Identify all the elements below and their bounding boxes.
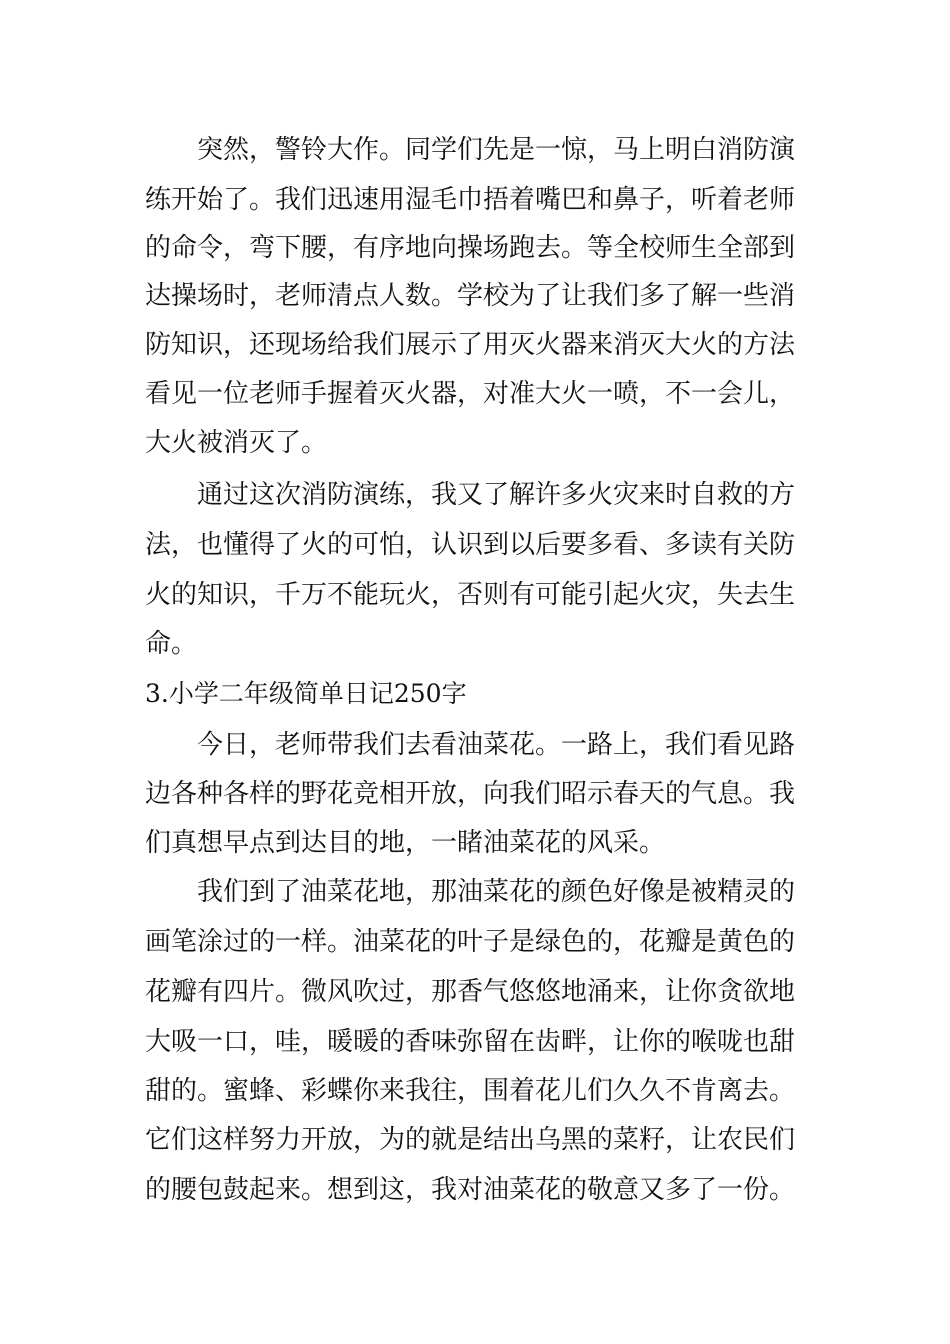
paragraph-2-line-2: 法，也懂得了火的可怕，认识到以后要多看、多读有关防 <box>145 530 796 560</box>
paragraph-1-line-7: 大火被消灭了。 <box>145 428 328 458</box>
paragraph-4-line-5: 甜的。蜜蜂、彩蝶你来我往，围着花儿们久久不肯离去。 <box>145 1076 796 1106</box>
paragraph-1-line-5: 防知识，还现场给我们展示了用灭火器来消灭大火的方法 <box>145 330 796 360</box>
section-heading: 3.小学二年级简单日记250字 <box>145 679 467 708</box>
paragraph-2-line-3: 火的知识，千万不能玩火，否则有可能引起火灾，失去生 <box>145 580 796 610</box>
paragraph-1-line-1: 突然，警铃大作。同学们先是一惊，马上明白消防演 <box>197 135 796 165</box>
paragraph-2-line-4: 命。 <box>145 629 198 659</box>
paragraph-4-line-6: 它们这样努力开放，为的就是结出乌黑的菜籽，让农民们 <box>145 1125 796 1155</box>
paragraph-2-line-1: 通过这次消防演练，我又了解许多火灾来时自救的方 <box>197 480 796 510</box>
paragraph-3-line-1: 今日，老师带我们去看油菜花。一路上，我们看见路 <box>197 730 796 760</box>
paragraph-1-line-3: 的命令，弯下腰，有序地向操场跑去。等全校师生全部到 <box>145 233 796 263</box>
paragraph-3-line-2: 边各种各样的野花竞相开放，向我们昭示春天的气息。我 <box>145 779 796 809</box>
paragraph-4-line-1: 我们到了油菜花地，那油菜花的颜色好像是被精灵的 <box>197 877 796 907</box>
paragraph-3-line-3: 们真想早点到达目的地，一睹油菜花的风采。 <box>145 828 666 858</box>
paragraph-4-line-2: 画笔涂过的一样。油菜花的叶子是绿色的，花瓣是黄色的 <box>145 927 796 957</box>
paragraph-4-line-3: 花瓣有四片。微风吹过，那香气悠悠地涌来，让你贪欲地 <box>145 977 796 1007</box>
paragraph-1-line-6: 看见一位老师手握着灭火器，对准大火一喷，不一会儿， <box>145 379 796 409</box>
paragraph-4-line-4: 大吸一口，哇，暖暖的香味弥留在齿畔，让你的喉咙也甜 <box>145 1027 796 1057</box>
paragraph-1-line-2: 练开始了。我们迅速用湿毛巾捂着嘴巴和鼻子，听着老师 <box>145 185 796 215</box>
paragraph-4-line-7: 的腰包鼓起来。想到这，我对油菜花的敬意又多了一份。 <box>145 1175 796 1205</box>
paragraph-1-line-4: 达操场时，老师清点人数。学校为了让我们多了解一些消 <box>145 281 796 311</box>
